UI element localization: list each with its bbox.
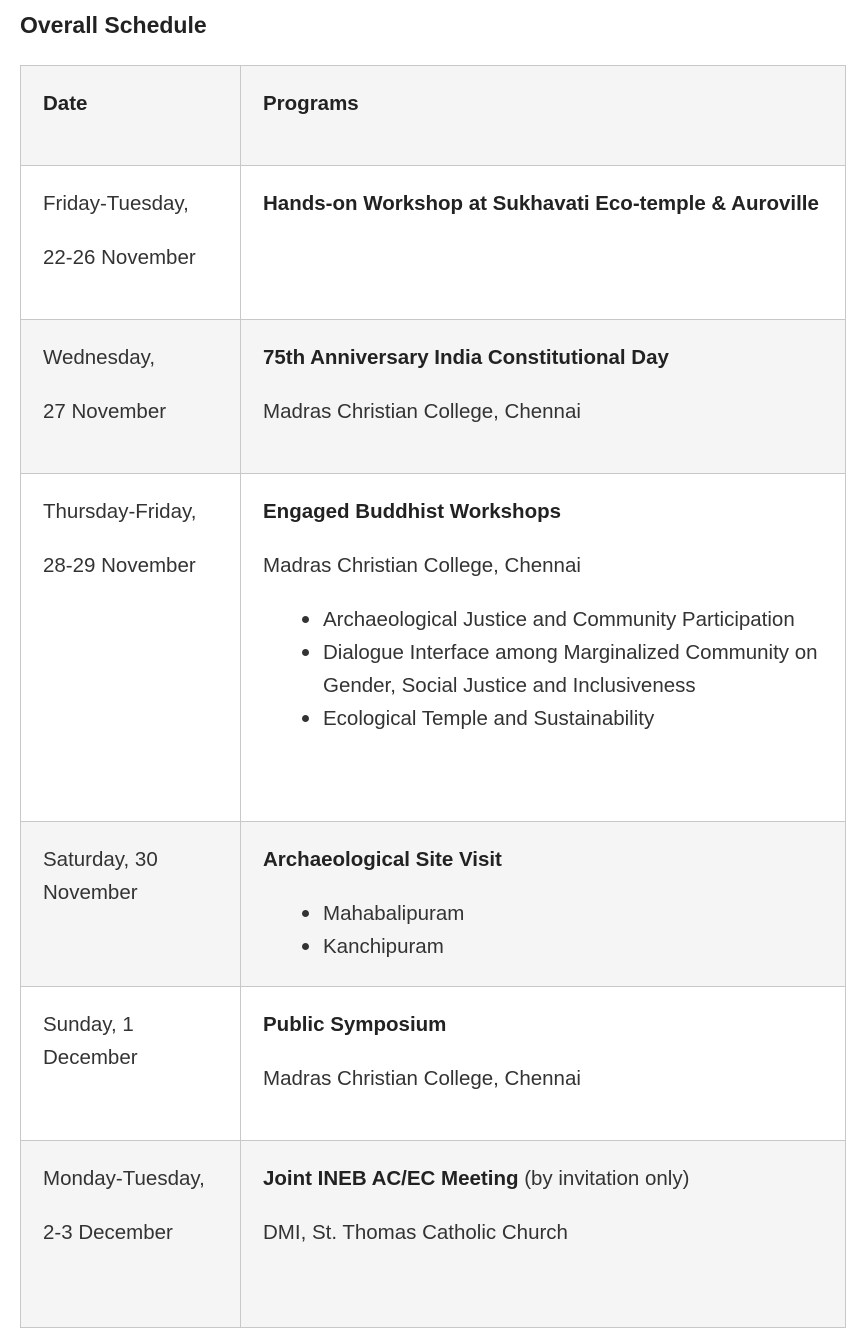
program-location: DMI, St. Thomas Catholic Church: [263, 1221, 568, 1244]
program-title: Archaeological Site Visit: [263, 848, 502, 871]
list-item: [323, 702, 823, 735]
date-line: Friday-Tuesday,: [43, 192, 189, 215]
date-cell: [21, 987, 241, 1141]
table-row: [21, 474, 846, 822]
date-line: Saturday, 30 November: [43, 848, 158, 904]
date-line: Thursday-Friday,: [43, 500, 197, 523]
program-title: Engaged Buddhist Workshops: [263, 500, 562, 523]
program-item-list: [263, 897, 823, 963]
table-row: [21, 166, 846, 320]
list-item: [323, 897, 823, 930]
list-item-text: Dialogue Interface among Marginalized Community on Gender, Social Justice and Inclusiveness: [323, 641, 818, 697]
program-cell: [241, 1141, 846, 1328]
date-line: 22-26 November: [43, 246, 196, 269]
header-cell-date: [21, 66, 241, 166]
program-cell: [241, 166, 846, 320]
program-cell: [241, 822, 846, 987]
date-line: 27 November: [43, 400, 167, 423]
program-location: Madras Christian College, Chennai: [263, 554, 581, 577]
program-title-line: [263, 1162, 823, 1195]
list-item-text: Archaeological Justice and Community Participation: [323, 608, 795, 631]
page-title: Overall Schedule: [20, 12, 207, 38]
date-line: Wednesday,: [43, 346, 156, 369]
date-line: Monday-Tuesday,: [43, 1167, 205, 1190]
program-title-suffix: (by invitation only): [518, 1167, 690, 1190]
table-row: [21, 822, 846, 987]
bullet-icon: [302, 943, 309, 950]
bullet-icon: [302, 649, 309, 656]
bullet-icon: [302, 715, 309, 722]
date-cell: [21, 166, 241, 320]
list-item-text: Ecological Temple and Sustainability: [323, 707, 655, 730]
date-cell: [21, 474, 241, 822]
date-line: Sunday, 1 December: [43, 1013, 138, 1069]
list-item-text: Kanchipuram: [323, 935, 444, 958]
program-title: Public Symposium: [263, 1013, 447, 1036]
table-row: [21, 1141, 846, 1328]
date-cell: [21, 320, 241, 474]
bullet-icon: [302, 910, 309, 917]
list-item-text: Mahabalipuram: [323, 902, 465, 925]
program-title: 75th Anniversary India Constitutional Day: [263, 346, 669, 369]
program-title: Hands-on Workshop at Sukhavati Eco-temple & Auroville: [263, 192, 819, 215]
schedule-table: [20, 65, 846, 1328]
program-location: Madras Christian College, Chennai: [263, 400, 581, 423]
list-item: [323, 603, 823, 636]
program-item-list: [263, 603, 823, 735]
date-line: 2-3 December: [43, 1221, 173, 1244]
program-location: Madras Christian College, Chennai: [263, 1067, 581, 1090]
list-item: [323, 930, 823, 963]
program-cell: [241, 320, 846, 474]
header-programs-label: Programs: [263, 92, 359, 115]
date-cell: [21, 822, 241, 987]
date-cell: [21, 1141, 241, 1328]
table-row: [21, 987, 846, 1141]
table-header-row: [21, 66, 846, 166]
header-cell-programs: [241, 66, 846, 166]
program-title: Joint INEB AC/EC Meeting: [263, 1167, 519, 1190]
bullet-icon: [302, 616, 309, 623]
program-cell: [241, 987, 846, 1141]
program-cell: [241, 474, 846, 822]
date-line: 28-29 November: [43, 554, 196, 577]
list-item: [323, 636, 823, 702]
table-row: [21, 320, 846, 474]
header-date-label: Date: [43, 92, 88, 115]
